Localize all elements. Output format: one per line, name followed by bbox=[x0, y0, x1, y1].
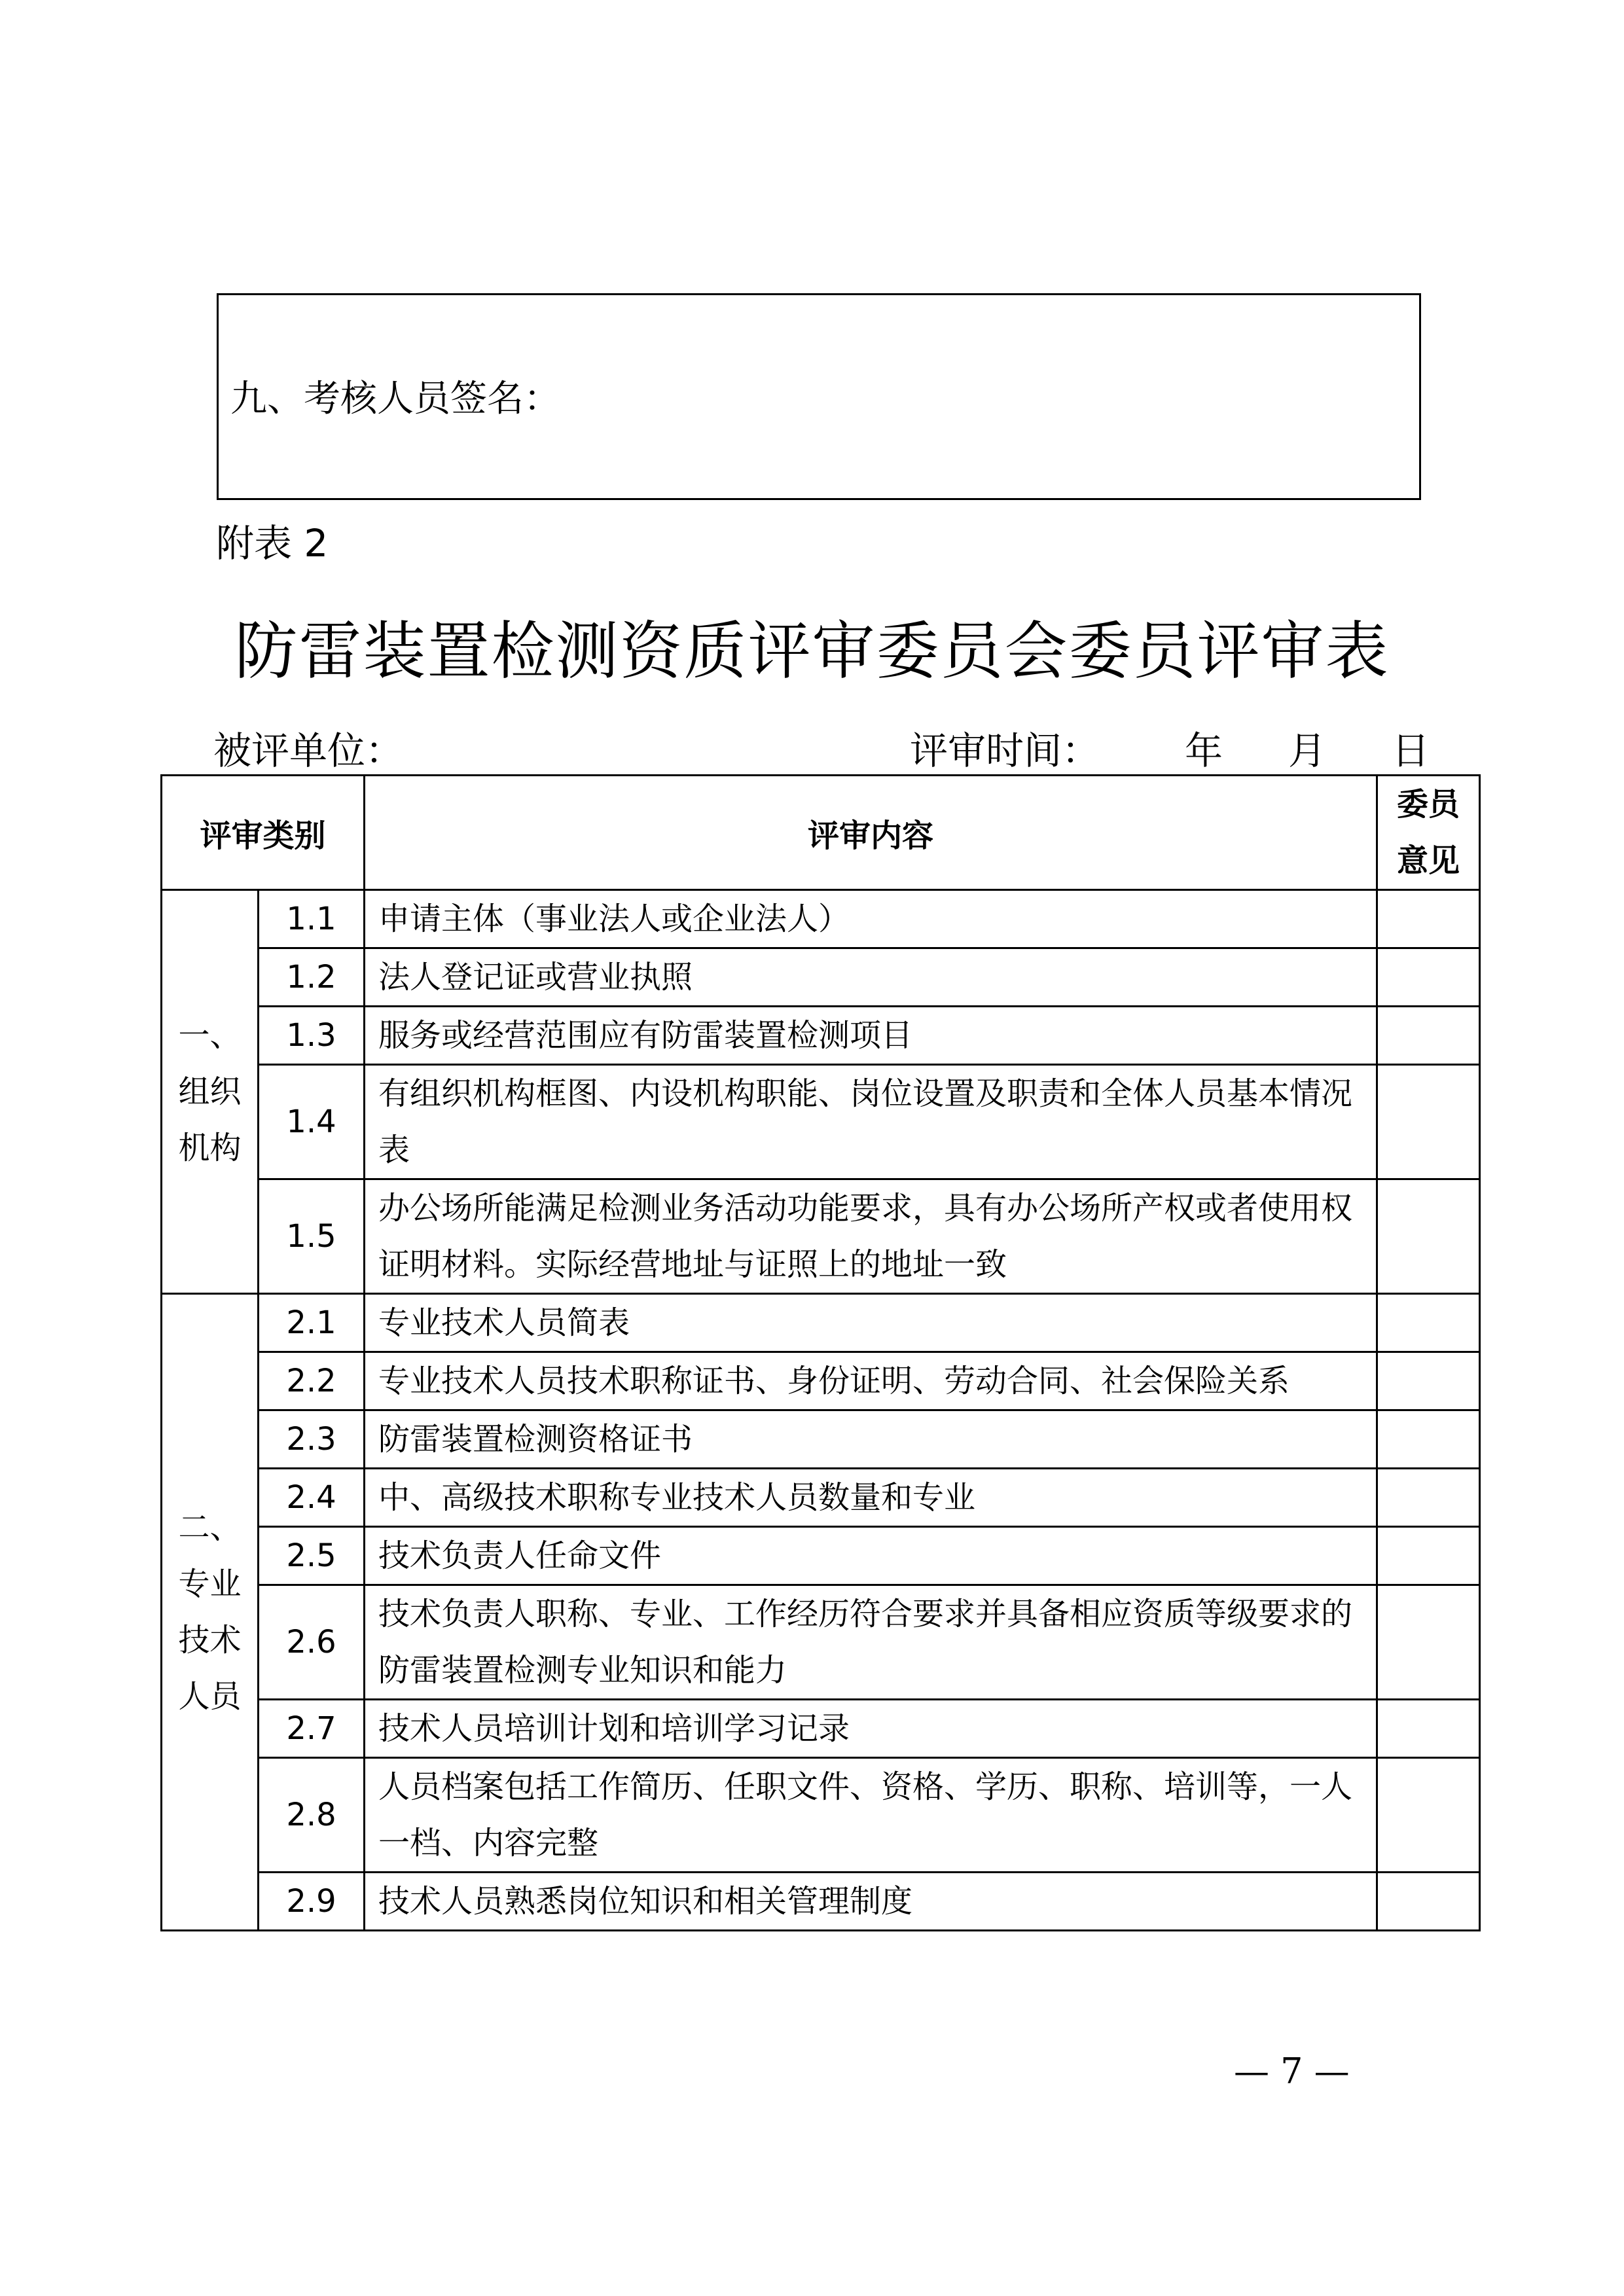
year-label: 年 bbox=[1185, 728, 1223, 773]
category-line: 一、 bbox=[178, 1017, 242, 1054]
opinion-cell[interactable] bbox=[1377, 1410, 1480, 1469]
opinion-cell[interactable] bbox=[1377, 1007, 1480, 1065]
review-time-label: 评审时间： bbox=[910, 728, 1100, 773]
opinion-cell[interactable] bbox=[1377, 1294, 1480, 1352]
item-number: 2.3 bbox=[259, 1410, 365, 1469]
opinion-cell[interactable] bbox=[1377, 1179, 1480, 1294]
item-content: 办公场所能满足检测业务活动功能要求，具有办公场所产权或者使用权证明材料。实际经营地址与证照上的地址一致 bbox=[365, 1179, 1377, 1294]
table-header-row bbox=[162, 776, 1480, 890]
page-number: — 7 — bbox=[1234, 2051, 1350, 2092]
table-row bbox=[162, 1758, 1480, 1873]
header-content: 评审内容 bbox=[365, 776, 1377, 890]
item-number: 1.2 bbox=[259, 948, 365, 1007]
item-number: 2.7 bbox=[259, 1700, 365, 1758]
opinion-cell[interactable] bbox=[1377, 1065, 1480, 1179]
table-row bbox=[162, 948, 1480, 1007]
table-row bbox=[162, 890, 1480, 948]
opinion-cell[interactable] bbox=[1377, 890, 1480, 948]
review-time bbox=[910, 723, 1430, 778]
item-number: 2.9 bbox=[259, 1873, 365, 1931]
item-content: 专业技术人员技术职称证书、身份证明、劳动合同、社会保险关系 bbox=[365, 1352, 1377, 1410]
item-content: 技术负责人职称、专业、工作经历符合要求并具备相应资质等级要求的防雷装置检测专业知识和能力 bbox=[365, 1585, 1377, 1700]
item-number: 1.3 bbox=[259, 1007, 365, 1065]
category-line: 人员 bbox=[178, 1678, 242, 1715]
category-line: 机构 bbox=[178, 1130, 242, 1166]
table-row bbox=[162, 1527, 1480, 1585]
table-row bbox=[162, 1873, 1480, 1931]
item-content: 人员档案包括工作简历、任职文件、资格、学历、职称、培训等，一人一档、内容完整 bbox=[365, 1758, 1377, 1873]
opinion-cell[interactable] bbox=[1377, 1585, 1480, 1700]
evaluated-unit-label: 被评单位： bbox=[213, 728, 404, 773]
category-line: 二、 bbox=[178, 1509, 242, 1546]
category-line: 专业 bbox=[178, 1566, 242, 1602]
item-content: 申请主体（事业法人或企业法人） bbox=[365, 890, 1377, 948]
item-number: 2.6 bbox=[259, 1585, 365, 1700]
appendix-label: 附表 2 bbox=[216, 521, 329, 565]
table-row bbox=[162, 1007, 1480, 1065]
item-number: 1.4 bbox=[259, 1065, 365, 1179]
item-content: 服务或经营范围应有防雷装置检测项目 bbox=[365, 1007, 1377, 1065]
item-number: 2.5 bbox=[259, 1527, 365, 1585]
opinion-cell[interactable] bbox=[1377, 1527, 1480, 1585]
item-content: 专业技术人员简表 bbox=[365, 1294, 1377, 1352]
item-number: 2.4 bbox=[259, 1469, 365, 1527]
category-line: 技术 bbox=[178, 1622, 242, 1659]
item-content: 防雷装置检测资格证书 bbox=[365, 1410, 1377, 1469]
item-content: 法人登记证或营业执照 bbox=[365, 948, 1377, 1007]
table-row bbox=[162, 1410, 1480, 1469]
table-row bbox=[162, 1469, 1480, 1527]
opinion-cell[interactable] bbox=[1377, 1758, 1480, 1873]
opinion-cell[interactable] bbox=[1377, 1700, 1480, 1758]
day-label: 日 bbox=[1392, 728, 1430, 773]
item-content: 技术人员熟悉岗位知识和相关管理制度 bbox=[365, 1873, 1377, 1931]
item-content: 有组织机构框图、内设机构职能、岗位设置及职责和全体人员基本情况表 bbox=[365, 1065, 1377, 1179]
item-number: 2.1 bbox=[259, 1294, 365, 1352]
opinion-cell[interactable] bbox=[1377, 1352, 1480, 1410]
item-number: 2.2 bbox=[259, 1352, 365, 1410]
item-number: 2.8 bbox=[259, 1758, 365, 1873]
item-content: 中、高级技术职称专业技术人员数量和专业 bbox=[365, 1469, 1377, 1527]
table-row bbox=[162, 1700, 1480, 1758]
header-opinion bbox=[1377, 776, 1480, 890]
category-technical-staff bbox=[162, 1294, 259, 1931]
item-content: 技术负责人任命文件 bbox=[365, 1527, 1377, 1585]
opinion-cell[interactable] bbox=[1377, 948, 1480, 1007]
table-row bbox=[162, 1294, 1480, 1352]
category-organization bbox=[162, 890, 259, 1294]
item-number: 1.1 bbox=[259, 890, 365, 948]
page-title: 防雷装置检测资质评审委员会委员评审表 bbox=[234, 615, 1390, 688]
item-number: 1.5 bbox=[259, 1179, 365, 1294]
signature-label: 九、考核人员签名： bbox=[230, 378, 560, 420]
table-row bbox=[162, 1179, 1480, 1294]
table-row bbox=[162, 1065, 1480, 1179]
opinion-cell[interactable] bbox=[1377, 1469, 1480, 1527]
header-category: 评审类别 bbox=[162, 776, 365, 890]
item-content: 技术人员培训计划和培训学习记录 bbox=[365, 1700, 1377, 1758]
opinion-cell[interactable] bbox=[1377, 1873, 1480, 1931]
month-label: 月 bbox=[1288, 728, 1327, 773]
header-opinion-line2: 意见 bbox=[1397, 842, 1460, 879]
table-row bbox=[162, 1585, 1480, 1700]
review-table bbox=[160, 774, 1481, 1931]
header-opinion-line1: 委员 bbox=[1397, 786, 1460, 823]
table-row bbox=[162, 1352, 1480, 1410]
category-line: 组织 bbox=[178, 1073, 242, 1110]
